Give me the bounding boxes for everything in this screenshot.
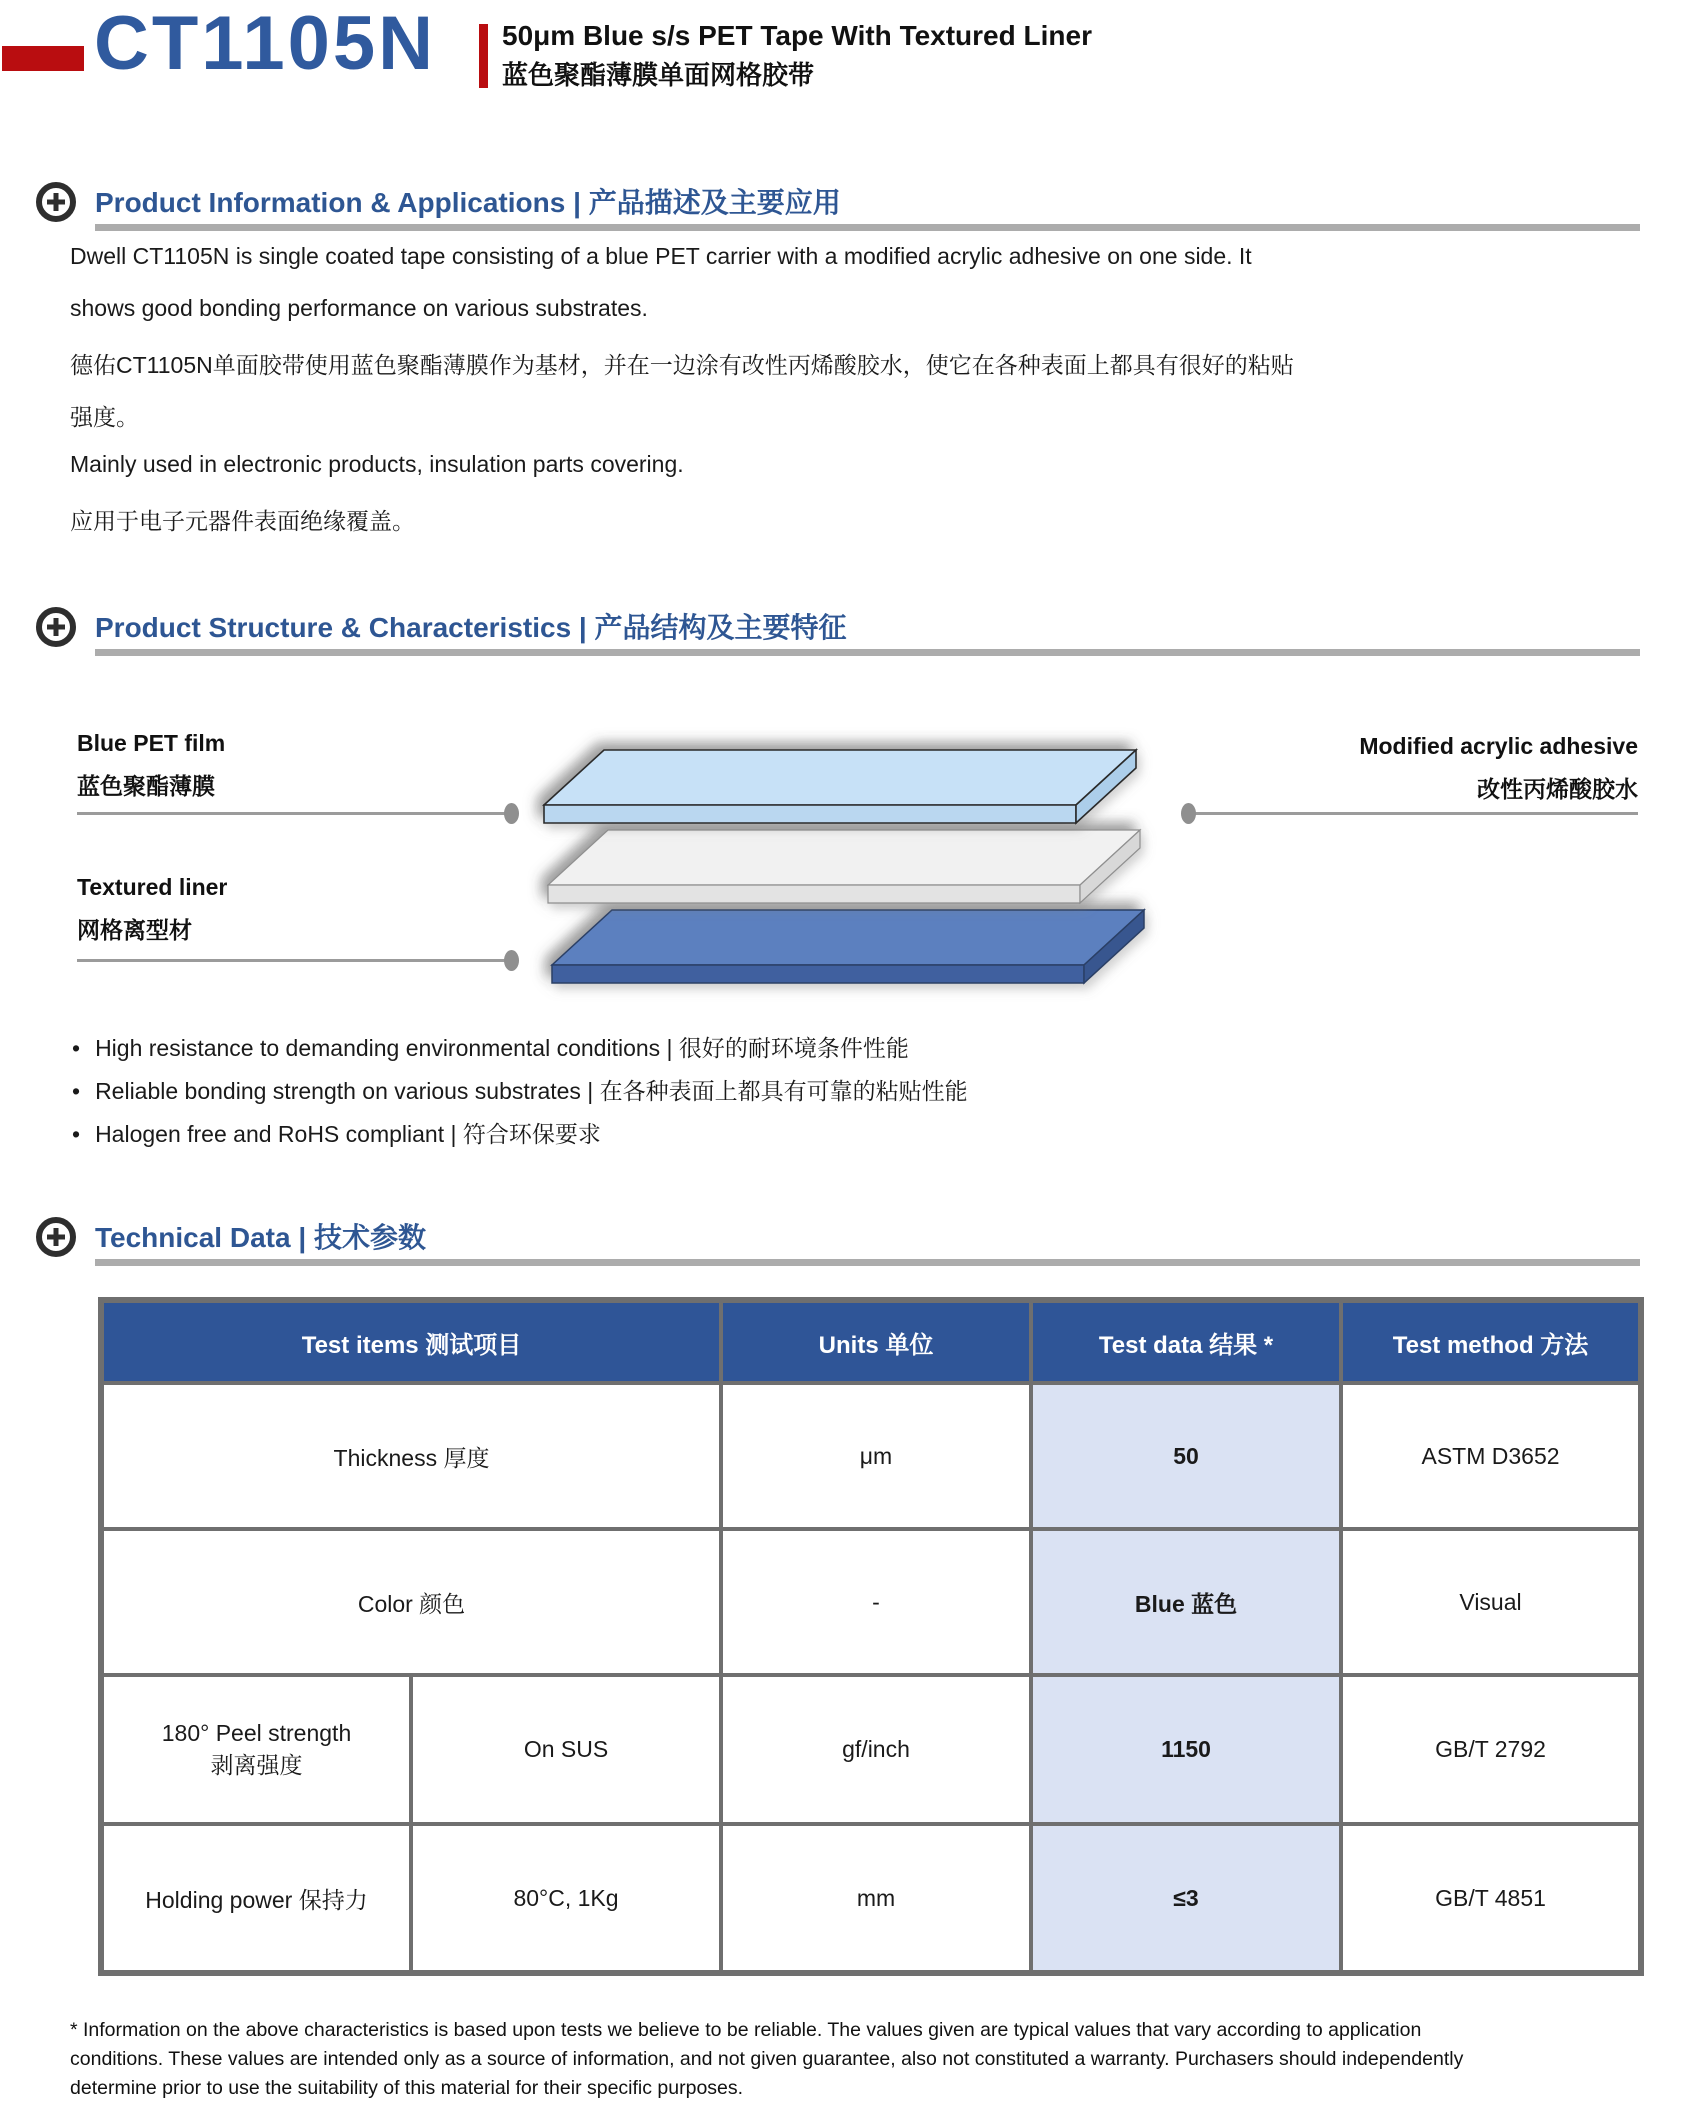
product-code: CT1105N [94,1,437,86]
info-paragraph-line: 强度。 [70,404,139,430]
cell-test-item: Holding power 保持力 [101,1824,411,1973]
section-title: Product Structure & Characteristics | 产品结构及主要特征 [95,612,847,643]
diagram-label-liner-zh: 网格离型材 [77,917,192,943]
diagram-label-adhesive-zh: 改性丙烯酸胶水 [1477,776,1638,802]
footnote-line: determine prior to use the suitability of this material for their specific purposes. [70,2077,744,2099]
list-item: • Halogen free and RoHS compliant | 符合环保要求 [72,1116,601,1149]
title-divider-bar [479,24,488,88]
list-item: • High resistance to demanding environmental conditions | 很好的耐环境条件性能 [72,1030,909,1063]
section-header-technical-data [36,1213,1640,1273]
pointer-dot-icon [504,803,519,824]
cell-test-item [101,1675,411,1824]
cell-test-item-line2: 剥离强度 [210,1751,303,1778]
section-underline [95,224,1640,231]
col-header-test-items: Test items 测试项目 [101,1300,721,1383]
cell-test-item: Thickness 厚度 [101,1383,721,1529]
cell-test-data: ≤3 [1031,1824,1341,1973]
list-item: • Reliable bonding strength on various substrates | 在各种表面上都具有可靠的粘贴性能 [72,1073,968,1106]
col-header-test-method: Test method 方法 [1341,1300,1641,1383]
cell-test-method: ASTM D3652 [1341,1383,1641,1529]
layer-adhesive [548,830,1140,903]
section-title: Technical Data | 技术参数 [95,1222,426,1253]
plus-circle-icon [36,1217,76,1257]
cell-test-data: 50 [1031,1383,1341,1529]
section-header-product-structure [36,603,1640,663]
table-header-row [101,1300,1641,1383]
product-title-en: 50μm Blue s/s PET Tape With Textured Liner [502,20,1092,51]
technical-data-table [98,1297,1644,1976]
info-paragraph-line: 应用于电子元器件表面绝缘覆盖。 [70,508,415,534]
cell-test-item-line1: 180° Peel strength [161,1719,352,1746]
cell-test-method: GB/T 4851 [1341,1824,1641,1973]
section-underline [95,649,1640,656]
tape-layer-stack-diagram [540,742,1190,992]
info-paragraph-line: shows good bonding performance on various substrates. [70,295,648,321]
info-paragraph-line: 德佑CT1105N单面胶带使用蓝色聚酯薄膜作为基材，并在一边涂有改性丙烯酸胶水，使它在各种表面上都具有很好的粘贴 [70,352,1294,378]
section-header-product-information [36,178,1640,238]
cell-test-item: Color 颜色 [101,1529,721,1675]
col-header-units: Units 单位 [721,1300,1031,1383]
cell-test-data: 1150 [1031,1675,1341,1824]
cell-units: mm [721,1824,1031,1973]
footnote-line: conditions. These values are intended only as a source of information, and not given guarantee, also not constituted a warranty. Purchasers should independently [70,2048,1464,2070]
cell-test-method: Visual [1341,1529,1641,1675]
table-row-holding-power [101,1824,1641,1973]
diagram-label-pet-film-en: Blue PET film [77,730,226,756]
diagram-pointer-line-pet-film [77,812,515,815]
section-underline [95,1259,1640,1266]
footnote-line: * Information on the above characteristics is based upon tests we believe to be reliable. The values given are typical values that vary according to application [70,2019,1422,2041]
brand-red-mark [2,46,84,71]
diagram-label-pet-film-zh: 蓝色聚酯薄膜 [77,773,215,799]
table-row-color [101,1529,1641,1675]
cell-test-data: Blue 蓝色 [1031,1529,1341,1675]
cell-test-condition: On SUS [411,1675,721,1824]
layer-textured-liner [552,910,1144,983]
cell-units: μm [721,1383,1031,1529]
cell-units: - [721,1529,1031,1675]
diagram-pointer-line-liner [77,959,515,962]
cell-units: gf/inch [721,1675,1031,1824]
info-paragraph-line: Mainly used in electronic products, insulation parts covering. [70,451,684,477]
product-title-zh: 蓝色聚酯薄膜单面网格胶带 [502,60,815,90]
diagram-pointer-line-adhesive [1185,812,1638,815]
diagram-label-liner-en: Textured liner [77,874,228,900]
pointer-dot-icon [504,950,519,971]
table-row-peel-strength [101,1675,1641,1824]
section-title: Product Information & Applications | 产品描述及主要应用 [95,187,841,218]
plus-circle-icon [36,182,76,222]
cell-test-condition: 80°C, 1Kg [411,1824,721,1973]
info-paragraph-line: Dwell CT1105N is single coated tape consisting of a blue PET carrier with a modified acrylic adhesive on one side. It [70,243,1252,269]
table-row-thickness [101,1383,1641,1529]
plus-circle-icon [36,607,76,647]
cell-test-method: GB/T 2792 [1341,1675,1641,1824]
col-header-test-data: Test data 结果 * [1031,1300,1341,1383]
layer-blue-pet-film [544,750,1136,823]
diagram-label-adhesive-en: Modified acrylic adhesive [1359,733,1638,759]
